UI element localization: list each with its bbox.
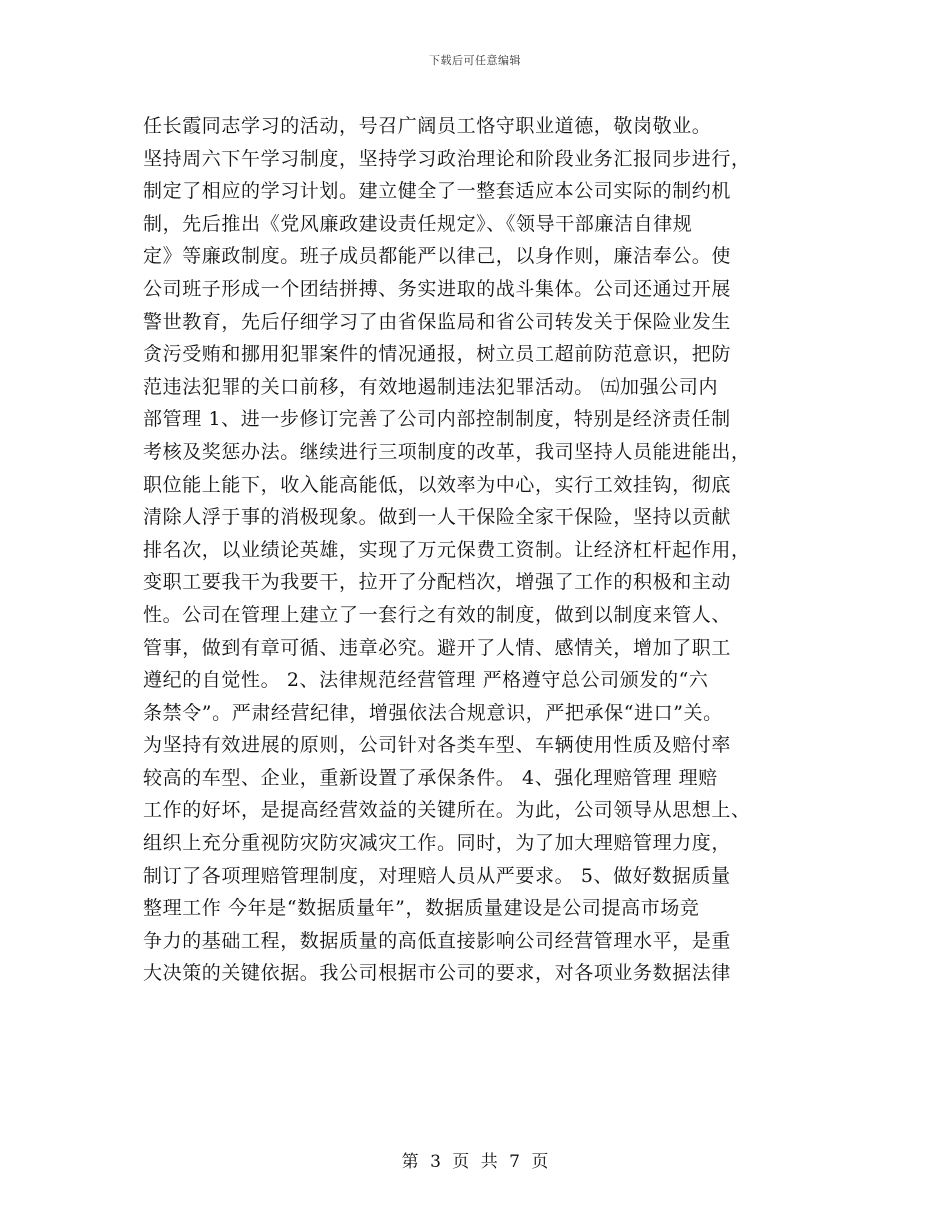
text-line: 性。公司在管理上建立了一套行之有效的制度，做到以制度来管人、 xyxy=(143,603,732,626)
text-line: 职位能上能下，收入能高能低，以效率为中心，实行工效挂钩，彻底 xyxy=(143,473,732,496)
text-line: 坚持周六下午学习制度，坚持学习政治理论和阶段业务汇报同步进行， xyxy=(143,147,751,170)
text-line: 管事，做到有章可循、违章必究。避开了人情、感情关，增加了职工 xyxy=(143,636,732,659)
text-line: 范违法犯罪的关口前移，有效地遏制违法犯罪活动。 ㈤加强公司内 xyxy=(143,375,719,398)
text-line: 部管理 1、进一步修订完善了公司内部控制制度，特别是经济责任制 xyxy=(143,408,731,431)
text-line: 组织上充分重视防灾防灾减灾工作。同时，为了加大理赔管理力度， xyxy=(143,832,732,855)
text-line: 较高的车型、企业，重新设置了承保条件。 4、强化理赔管理 理赔 xyxy=(143,766,718,789)
text-line: 条禁令”。严肃经营纪律，增强依法合规意识，严把承保“进口”关。 xyxy=(143,701,723,724)
text-line: 变职工要我干为我要干，拉开了分配档次，增强了工作的积极和主动 xyxy=(143,571,732,594)
text-line: 制定了相应的学习计划。建立健全了一整套适应本公司实际的制约机 xyxy=(143,180,732,203)
page-number: 第 3 页 共 7 页 xyxy=(401,1152,549,1172)
text-line: 公司班子形成一个团结拼搏、务实进取的战斗集体。公司还通过开展 xyxy=(143,277,732,300)
text-line: 定》等廉政制度。班子成员都能严以律己，以身作则，廉洁奉公。使 xyxy=(143,245,732,268)
text-line: 排名次，以业绩论英雄，实现了万元保费工资制。让经济杠杆起作用， xyxy=(143,538,751,561)
document-body xyxy=(143,110,813,990)
page-header: 下载后可任意编辑 xyxy=(429,54,521,67)
text-line: 警世教育，先后仔细学习了由省保监局和省公司转发关于保险业发生 xyxy=(143,310,732,333)
text-line: 任长霞同志学习的活动，号召广阔员工恪守职业道德，敬岗敬业。 xyxy=(143,115,712,137)
text-line: 遵纪的自觉性。 2、法律规范经营管理 严格遵守总公司颁发的“六 xyxy=(143,669,709,692)
text-line: 争力的基础工程，数据质量的高低直接影响公司经营管理水平，是重 xyxy=(143,929,732,952)
text-line: 制订了各项理赔管理制度，对理赔人员从严要求。 5、做好数据质量 xyxy=(143,864,731,887)
text-line: 整理工作 今年是“数据质量年”，数据质量建设是公司提高市场竞 xyxy=(143,897,700,920)
text-line: 制，先后推出《党风廉政建设责任规定》、《领导干部廉洁自律规 xyxy=(143,212,693,235)
text-line: 为坚持有效进展的原则，公司针对各类车型、车辆使用性质及赔付率 xyxy=(143,734,732,757)
text-line: 大决策的关键依据。我公司根据市公司的要求，对各项业务数据法律 xyxy=(143,962,732,985)
text-line: 清除人浮于事的消极现象。做到一人干保险全家干保险，坚持以贡献 xyxy=(143,506,732,529)
text-line: 考核及奖惩办法。继续进行三项制度的改革，我司坚持人员能进能出， xyxy=(143,440,751,463)
text-line: 贪污受贿和挪用犯罪案件的情况通报，树立员工超前防范意识，把防 xyxy=(143,343,732,366)
text-line: 工作的好坏，是提高经营效益的关键所在。为此，公司领导从思想上、 xyxy=(143,799,751,822)
